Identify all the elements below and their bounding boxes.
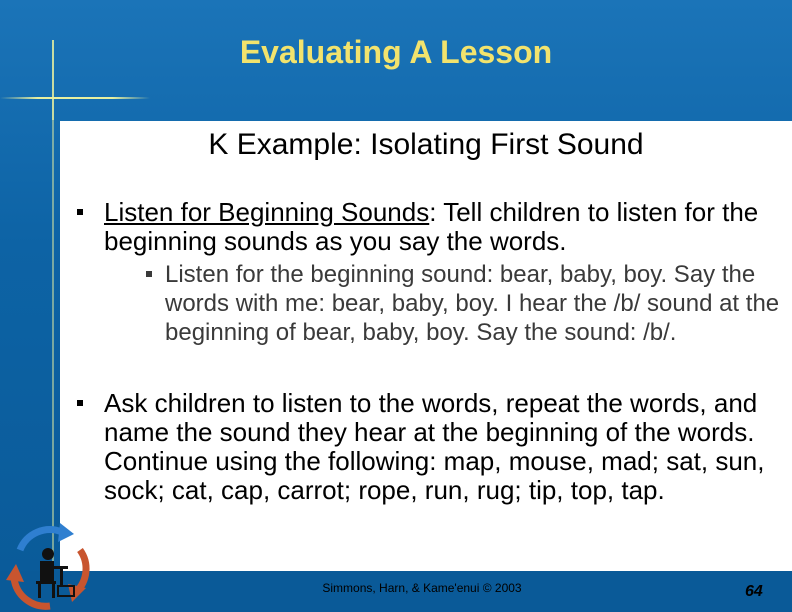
- page-number: 64: [745, 583, 763, 600]
- sub-bullet-text: Listen for the beginning sound: bear, baby, boy. Say the words with me: bear, baby, boy. I hear the /b/ sound at the beginning of bear, baby, boy. Say the sound: /b/.: [165, 261, 780, 346]
- decorative-vertical-line-lower: [52, 120, 54, 580]
- bullet-1-text: : Tell children to listen for the beginning sounds as you say the words.: [104, 197, 759, 256]
- slide-title: Evaluating A Lesson: [239, 34, 553, 70]
- bullet-2-text: Ask children to listen to the words, repeat the words, and name the sound they hear at the beginning of the words. Continue using the following: map, mouse, mad; sat, sun, sock; cat, cap, carrot; rope, run, rug; tip, top, tap.: [104, 388, 765, 505]
- decorative-horizontal-line: [0, 97, 150, 99]
- bullet-item-1: [104, 198, 779, 256]
- content-panel: [60, 121, 792, 571]
- sub-bullet-item: [165, 260, 785, 347]
- bullet-square-icon: [77, 209, 83, 215]
- footer-credit: Simmons, Harn, & Kame'enui © 2003: [322, 581, 522, 595]
- bullet-item-2: [104, 389, 779, 505]
- sub-bullet-square-icon: [146, 271, 152, 277]
- bullet-square-icon: [77, 400, 83, 406]
- recycle-teacher-icon: [2, 520, 98, 612]
- bullet-1-heading: Listen for Beginning Sounds: [104, 197, 430, 227]
- slide-subtitle: K Example: Isolating First Sound: [208, 128, 644, 161]
- footer-bar: [0, 571, 792, 612]
